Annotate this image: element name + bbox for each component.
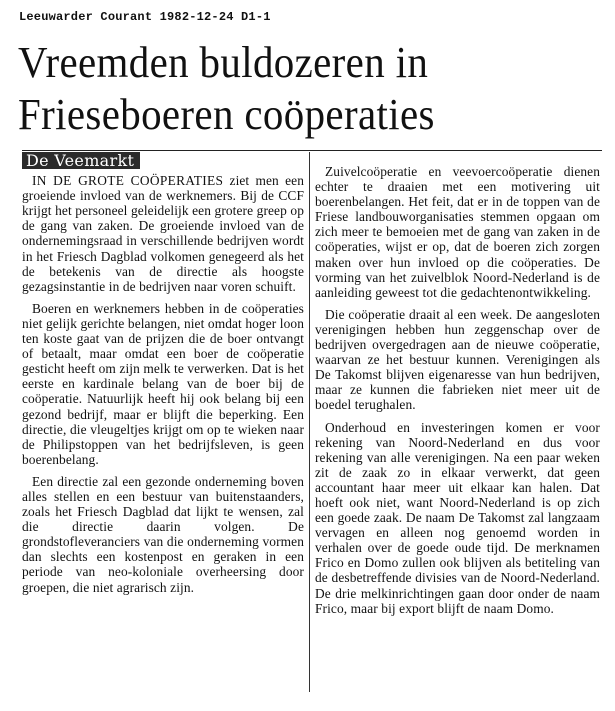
right-paragraph-2: Die coöperatie draait al een week. De aangesloten verenigingen hebben hun zeggenschap over de bedrijven overgedragen aan de nieuwe coöperatie, waarvan ze het bestuur kunnen. Verenigingen als De Takomst blijven eigenaresse van hun bedrijven, maar ze kunnen die fabrieken niet meer uit de boedel terughalen. bbox=[315, 306, 600, 413]
headline-line-1: Vreemden buldozeren in bbox=[18, 38, 429, 87]
headline-line-2: Frieseboeren coöperaties bbox=[18, 90, 435, 139]
column-divider bbox=[309, 152, 310, 692]
right-column bbox=[315, 164, 600, 623]
left-paragraph-3: Een directie zal een gezonde onderneming boven alles stellen en een bestuur van buitenstaanders, zoals het Friesch Dagblad dat lijkt te wensen, zal die directie daarin volgen. De grondstofleveranciers van die onderneming vormen dan slechts een kostenpost en geraken in een periode van neo-koloniale overheersing door groepen, die niet agrarisch zijn. bbox=[22, 473, 304, 595]
left-paragraph-1-text: ziet men een groeiende invloed van de werknemers. Bij de CCF krijgt het personeel geleidelijk een grotere greep op de gang van zaken. De groeiende invloed van de ondernemingsraad in verschillende bedrijven wordt in het Friesch Dagblad volkomen genegeerd als het de betekenis van de directie als hoogste gezagsinstantie in de bedrijven naar voren schuift. bbox=[22, 173, 304, 294]
right-paragraph-3: Onderhoud en investeringen komen er voor rekening van Noord-Nederland en dus voor rekening van alle verenigingen. Na een paar weken zit de zaak zo in elkaar verwerkt, dat geen accountant haar meer uit elkaar kan halen. Dat hoeft ook niet, want Noord-Nederland is op zich een goede zaak. De naam De Takomst zal langzaam vervagen en alleen nog genoemd worden in verhalen over de goede oude tijd. De merknamen Frico en Domo zullen ook blijven als betiteling van de desbetreffende divisies van de Noord-Nederland. De drie melkinrichtingen gaan door onder de naam Frico, maar bij export blijft de naam Domo. bbox=[315, 419, 600, 616]
lead-in-caps: IN DE GROTE COÖPERATIES bbox=[32, 173, 224, 189]
source-line: Leeuwarder Courant 1982-12-24 D1-1 bbox=[19, 10, 271, 24]
section-badge: De Veemarkt bbox=[22, 152, 140, 169]
left-paragraph-1 bbox=[22, 173, 304, 294]
right-paragraph-1: Zuivelcoöperatie en veevoercoöperatie dienen echter te draaien met een motivering uit boerenbelangen. Het feit, dat er in de toppen van de Friese landbouworganisaties stemmen opgaan om zich meer te bemoeien met de gang van zaken in de coöperaties, wijst er op, dat de boeren zich zorgen maken over hun invloed op die coöperaties. De vorming van het zuivelblok Noord-Nederland is de aanleiding geweest tot die gedachtenontwikkeling. bbox=[315, 164, 600, 300]
left-paragraph-2: Boeren en werknemers hebben in de coöperaties niet gelijk gerichte belangen, niet omdat hoger loon ten koste gaat van de prijzen die de boer ontvangt of betaalt, maar omdat een boer de coöperatie gesticht heeft om zijn melk te verwerken. Dat is het eerste en kardinale belang van de boer bij de coöperatie. Natuurlijk heeft hij ook belang bij een gezond bedrijf, maar er blijft die beperking. Een directie, die vleugeltjes krijgt om op te wieken naar de Philipstoppen van het bedrijfsleven, is geen boerenbelang. bbox=[22, 300, 304, 467]
headline bbox=[18, 37, 567, 141]
left-column bbox=[22, 152, 304, 602]
